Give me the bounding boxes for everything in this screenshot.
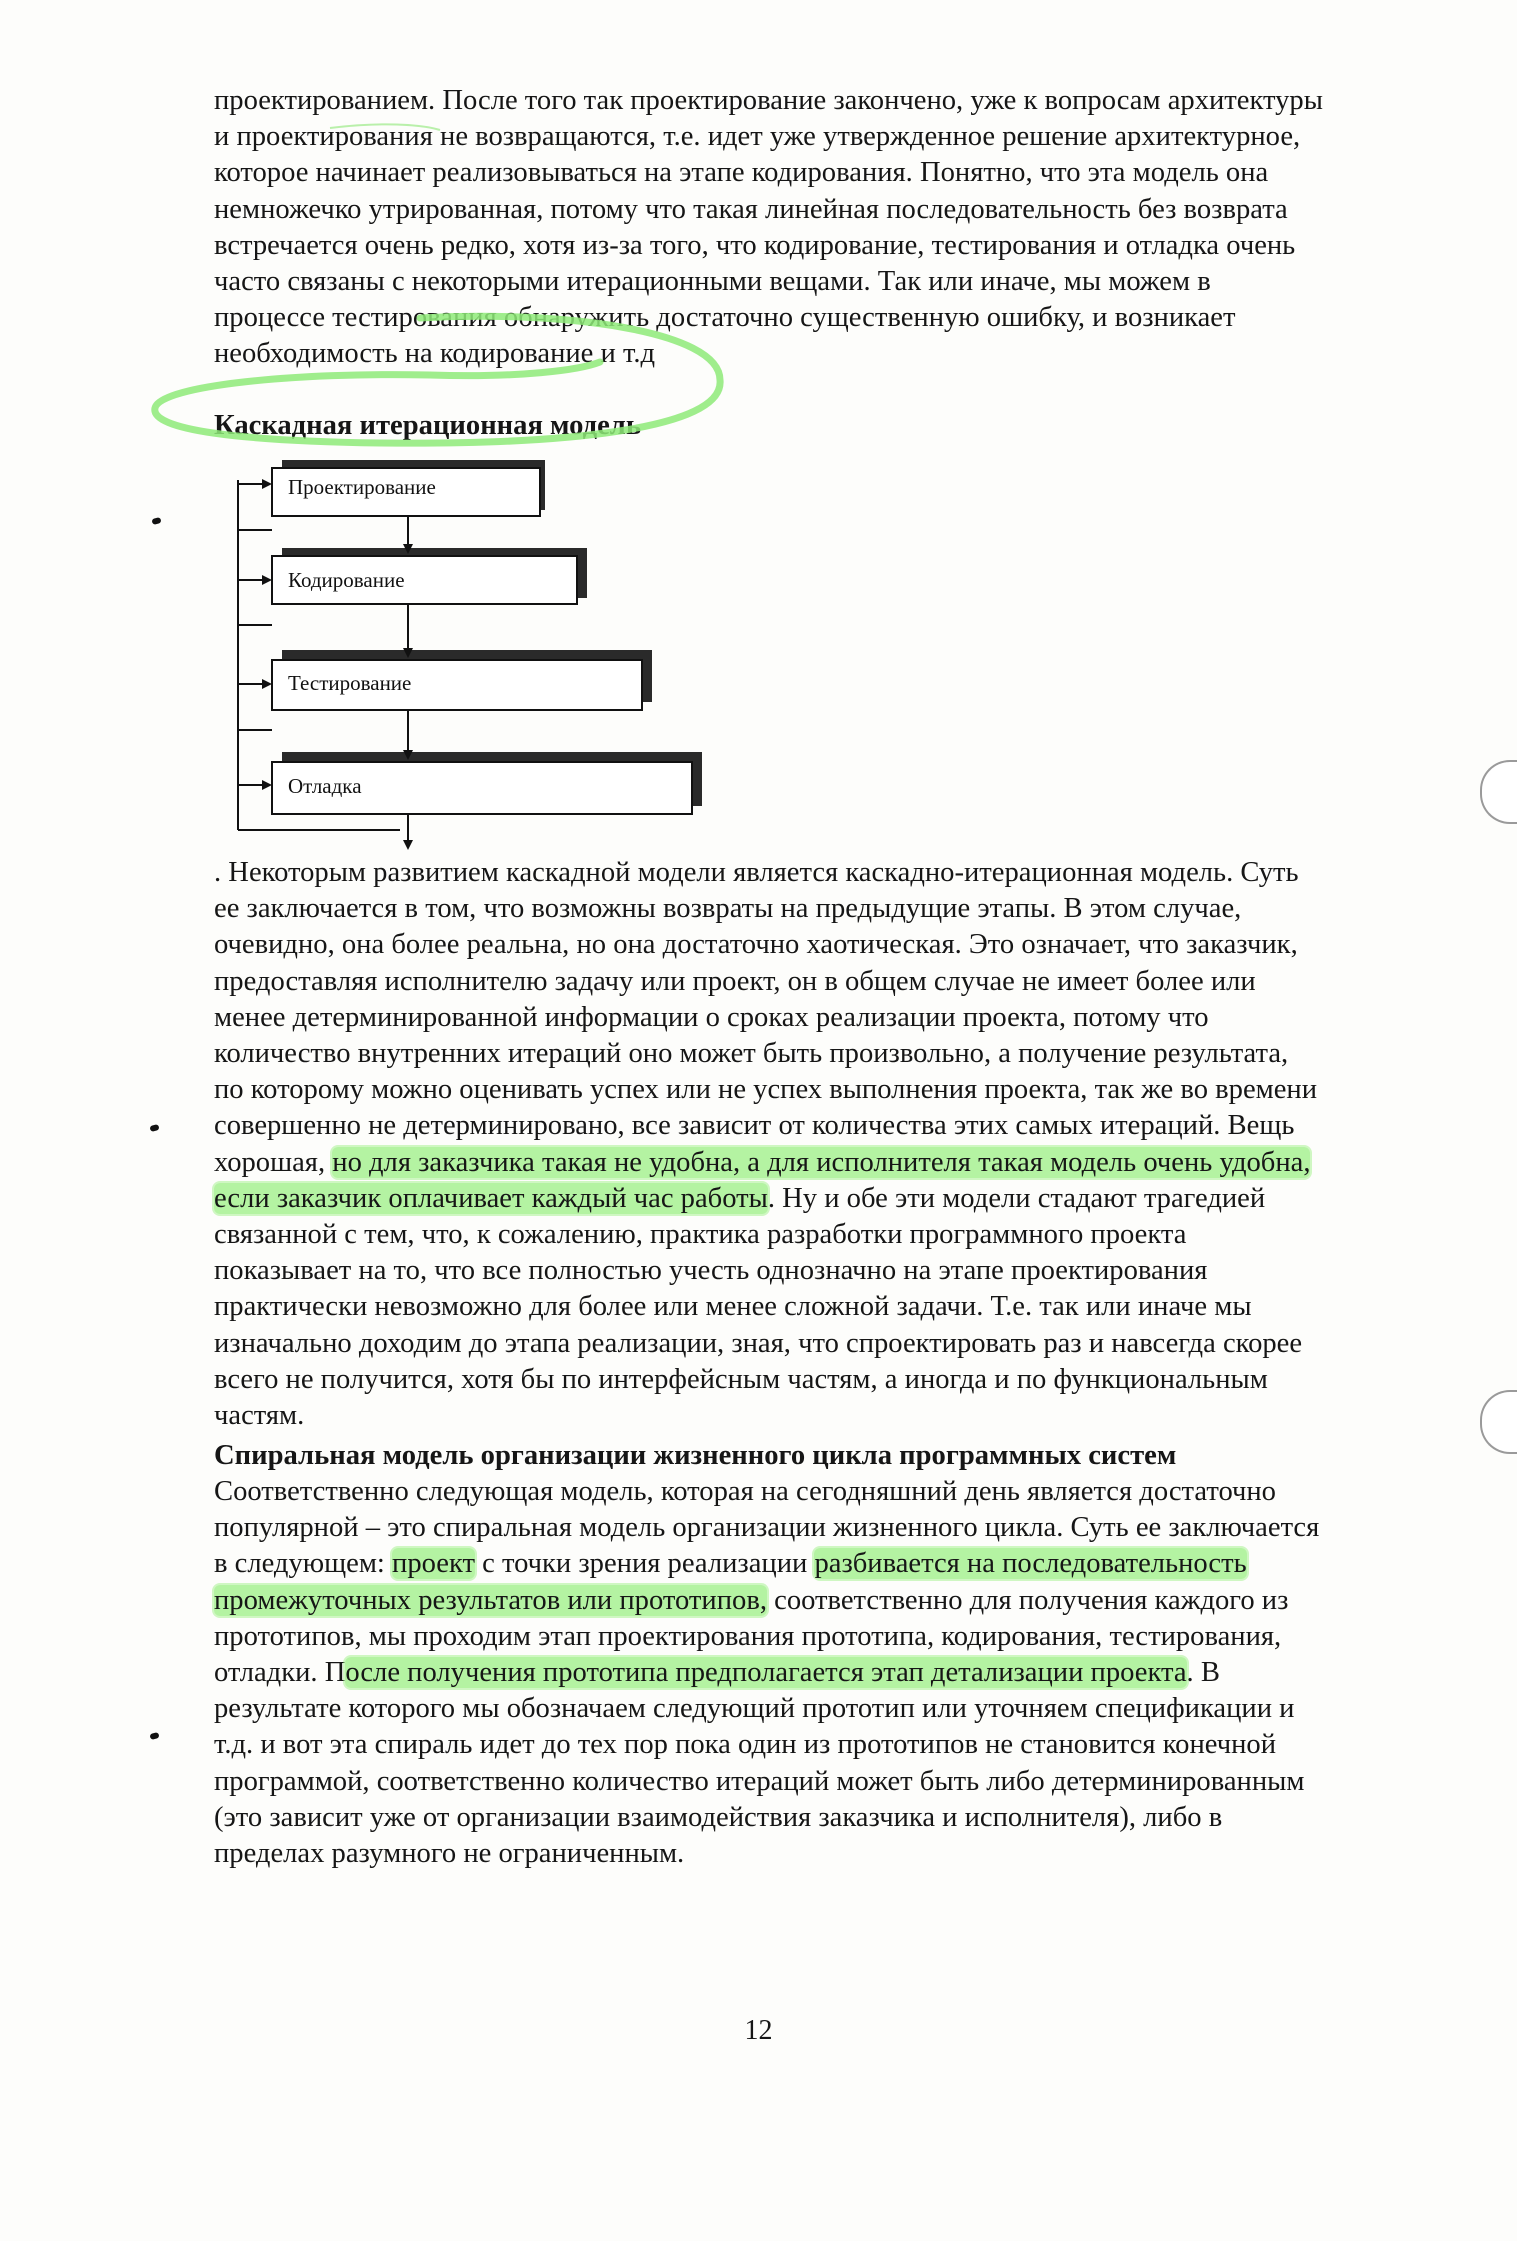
paragraph-3-line: Соответственно следующая модель, которая на сегодняшний день является достаточно	[214, 1476, 1276, 1507]
paragraph-3-line: прототипов, мы проходим этап проектирования прототипа, кодирования, тестирования,	[214, 1620, 1282, 1652]
stage-coding-label: Кодирование	[288, 568, 405, 592]
highlighted-text: осле получения прототипа предполагается этап детализации проекта	[345, 1657, 1187, 1689]
paragraph-3-line: пределах разумного не ограниченным.	[214, 1838, 685, 1870]
page-number: 12	[744, 2015, 773, 2046]
highlighted-text: если заказчик оплачивает каждый час работы	[214, 1182, 768, 1214]
stage-debugging-label: Отладка	[288, 774, 362, 798]
paragraph-2-line: по которому можно оценивать успех или не успех выполнения проекта, так же во времени	[214, 1074, 1318, 1106]
paragraph-3-line	[214, 1546, 1434, 1582]
paragraph-3-line: программой, соответственно количество итераций может быть либо детерминированным	[214, 1765, 1305, 1797]
highlighted-text: разбивается на последовательность	[814, 1548, 1247, 1580]
paragraph-2-line: связанной с тем, что, к сожалению, практика разработки программного проекта	[214, 1219, 1187, 1251]
paragraph-3-line	[214, 1583, 1434, 1619]
paragraph-3	[214, 1474, 1434, 1872]
paragraph-2-line: предоставляя исполнителю задачу или проект, он в общем случае не имеет более или	[214, 965, 1256, 997]
paragraph-2-line: изначально доходим до этапа реализации, зная, что спроектировать раз и навсегда скорее	[214, 1327, 1303, 1359]
paragraph-3-line: т.д. и вот эта спираль идет до тех пор пока один из прототипов не становится конечной	[214, 1729, 1277, 1761]
paragraph-2-line: очевидно, она более реальна, но она достаточно хаотическая. Это означает, что заказчик,	[214, 929, 1298, 961]
text-span: с точки зрения реализации	[474, 1548, 815, 1580]
paragraph-2-line	[214, 1181, 1434, 1217]
highlighted-text: но для заказчика такая не удобна, а для исполнителя такая модель очень удобна,	[332, 1146, 1311, 1178]
highlighted-text: промежуточных результатов или прототипов,	[214, 1584, 767, 1616]
paragraph-2-line	[214, 1145, 1434, 1181]
text-span: . Ну и обе эти модели стадают трагедией	[767, 1182, 1266, 1214]
paragraph-1-line: которое начинает реализовываться на этапе кодирования. Понятно, что эта модель она	[214, 157, 1269, 189]
paragraph-2-line: практически невозможно для более или менее сложной задачи. Т.е. так или иначе мы	[214, 1291, 1252, 1323]
text-span: отладки. П	[214, 1657, 346, 1689]
paragraph-2-line: . Некоторым развитием каскадной модели является каскадно-итерационная модель. Суть	[214, 857, 1299, 888]
paragraph-1-line: процессе тестирования обнаружить достаточно существенную ошибку, и возникает	[214, 302, 1236, 334]
paragraph-3-line	[214, 1655, 1434, 1691]
text-span: . В	[1186, 1657, 1220, 1689]
paragraph-2-line: количество внутренних итераций оно может быть произвольно, а получение результата,	[214, 1038, 1289, 1070]
spiral-model-heading: Спиральная модель организации жизненного цикла программных систем	[214, 1440, 1177, 1471]
paragraph-1-line: необходимость на кодирование и т.д	[214, 338, 656, 370]
paragraph-2-line: частям.	[214, 1400, 305, 1432]
paragraph-3-line: (это зависит уже от организации взаимодействия заказчика и исполнителя), либо в	[214, 1801, 1223, 1833]
cascade-iterative-model-heading: Каскадная итерационная модель	[214, 410, 641, 441]
paragraph-2-line: всего не получится, хотя бы по интерфейсным частям, а иногда и по функциональным	[214, 1363, 1268, 1395]
text-span: в следующем:	[214, 1548, 393, 1580]
paragraph-2	[214, 855, 1434, 1434]
paragraph-1-line: немножечко утрированная, потому что такая линейная последовательность без возврата	[214, 193, 1288, 225]
text-span: соответственно для получения каждого из	[766, 1584, 1289, 1616]
highlighted-text: проект	[392, 1548, 475, 1580]
paragraph-2-line: ее заключается в том, что возможны возвраты на предыдущие этапы. В этом случае,	[214, 893, 1242, 925]
stage-testing-label: Тестирование	[288, 671, 412, 695]
paragraph-1-line: и проектирования не возвращаются, т.е. идет уже утвержденное решение архитектурное,	[214, 121, 1301, 153]
paragraph-2-line: совершенно не детерминировано, все зависит от количества этих самых итераций. Вещь	[214, 1110, 1295, 1142]
paragraph-1-line: часто связаны с некоторыми итерационными вещами. Так или иначе, мы можем в	[214, 266, 1211, 298]
paragraph-3-line: результате которого мы обозначаем следующий прототип или уточняем спецификации и	[214, 1693, 1295, 1725]
stage-design-label: Проектирование	[288, 475, 436, 499]
paragraph-2-line: менее детерминированной информации о сроках реализации проекта, потому что	[214, 1001, 1209, 1033]
paragraph-3-line: популярной – это спиральная модель организации жизненного цикла. Суть ее заключается	[214, 1512, 1320, 1544]
paragraph-1-line: проектированием. После того так проектирование закончено, уже к вопросам архитектуры	[214, 85, 1323, 116]
paragraph-2-line: показывает на то, что все полностью учесть однозначно на этапе проектирования	[214, 1255, 1208, 1287]
paragraph-1-line: встречается очень редко, хотя из-за того, что кодирование, тестирования и отладка очень	[214, 229, 1296, 261]
text-span: хорошая,	[214, 1146, 333, 1178]
green-circle-annotation	[155, 316, 720, 443]
